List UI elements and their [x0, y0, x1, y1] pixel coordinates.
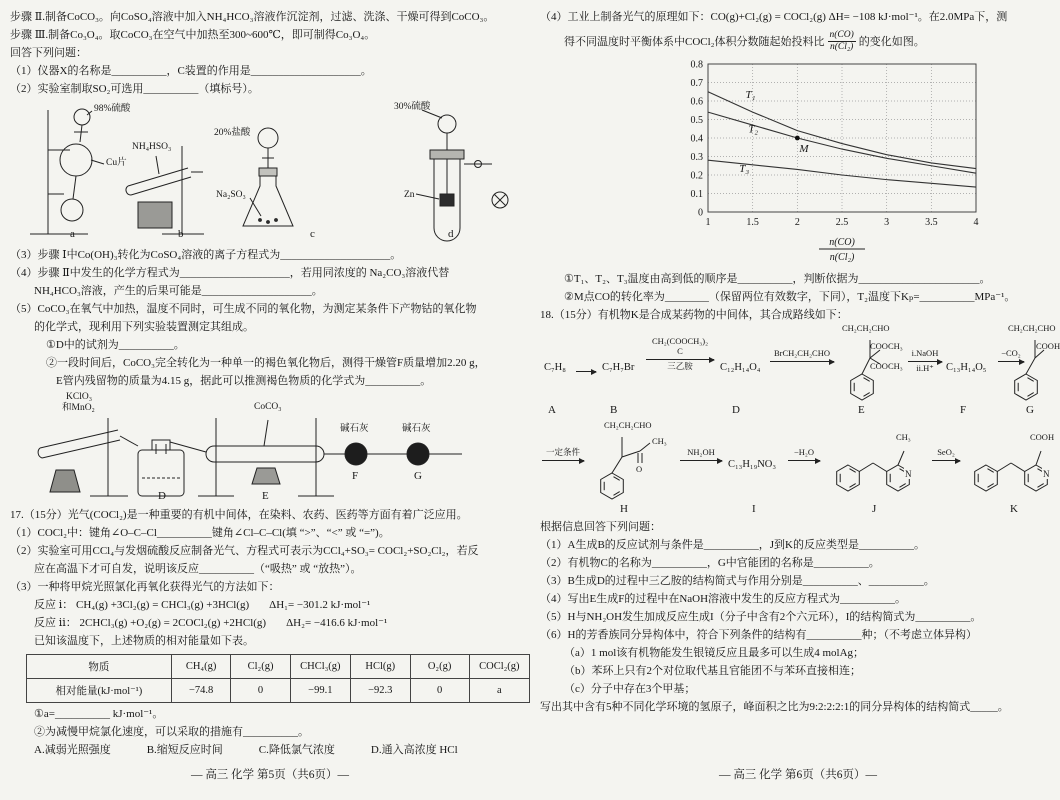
header-ch4: CH₄(g) [171, 655, 231, 679]
q16-1-text: （1）仪器X的名称是__________，C装置的作用是____________________。 [10, 65, 372, 77]
svg-text:3.5: 3.5 [925, 217, 938, 228]
value-o2: 0 [410, 679, 469, 703]
compound-d-formula: C₁₂H₁₄O₄ [720, 362, 761, 373]
reaction-arrow-seo2 [932, 447, 960, 462]
cocl2-fraction-vs-feed-ratio-plot [666, 56, 996, 270]
q16-5-sub1: ①D中的试剂为__________。 [46, 339, 185, 351]
svg-text:0.4: 0.4 [690, 133, 703, 145]
q18-4-text: （4）写出E生成F的过程中在NaOH溶液中发生的反应方程式为__________。 [540, 593, 907, 605]
header-cl2: Cl₂(g) [231, 655, 290, 679]
q18-header: 18.（15分）有机物K是合成某药物的中间体，其合成路线如下： [540, 309, 848, 321]
q18-6-text: （6）H的芳香族同分异构体中，符合下列条件的结构有__________种；（不考虑立体异构） [540, 629, 977, 641]
option-d: D.通入高浓度 HCl [370, 744, 458, 756]
j-label-methyl: CH₃ [896, 432, 911, 442]
apparatus-options-figure [10, 98, 530, 246]
k-label-cooh: COOH [1030, 432, 1055, 442]
q16-3-text: （3）步骤 Ⅰ中Co(OH)₃转化为CoSO₄溶液的离子方程式为____________________。 [10, 249, 402, 261]
train-letter-d: D [158, 490, 166, 502]
q17-4-post-fraction: 的变化如图。 [858, 36, 925, 48]
q17-2-text-cont: 应在高温下才可自发，说明该反应__________（“吸热” 或 “放热”）。 [34, 563, 362, 575]
e-label-ester-1: COOCH₃ [870, 341, 903, 351]
route-letter-J: J [872, 503, 877, 515]
svg-text:n(CO): n(CO) [829, 237, 855, 248]
svg-text:T₂: T₂ [748, 123, 759, 136]
q17-3-sub1: ①a=__________ kJ·mol⁻¹。 [34, 708, 164, 720]
svg-text:2.5: 2.5 [835, 217, 849, 228]
label-30-sulfuric-acid: 30%硫酸 [394, 102, 431, 112]
apparatus-letter-b: b [178, 228, 184, 240]
energy-table-intro: 已知该温度下，上述物质的相对能量如下表。 [34, 635, 254, 647]
j-ring-nitrogen: N [905, 469, 912, 479]
reagent-seo2: SeO₂ [937, 447, 955, 457]
page-6-column [540, 8, 1060, 716]
reaction-i-line [10, 596, 530, 614]
value-ch4: −74.8 [171, 679, 231, 703]
train-letter-g: G [414, 470, 422, 482]
q17-4-text-cont [540, 26, 1056, 56]
svg-text:1: 1 [705, 217, 711, 228]
route-letter-F: F [960, 404, 967, 416]
q16-5-text: （5）CoCO₃在氧气中加热，温度不同时，可生成不同的氧化物，为测定某条件下产物钴的氧化物 [10, 303, 477, 315]
q18-6a-text: （a）1 mol该有机物能发生银镜反应且最多可以生成4 molAg； [564, 647, 865, 659]
reagent-naoh: i.NaOH [911, 348, 939, 358]
page-5-footer: — 高三 化学 第5页（共6页）— [190, 769, 350, 781]
header-hcl: HCl(g) [350, 655, 410, 679]
svg-text:n(Cl₂): n(Cl₂) [829, 252, 855, 263]
q17-4-sub1: ①T₁、T₂、T₃温度由高到低的顺序是__________，判断依据为______________________。 [564, 273, 991, 285]
value-cocl2: a [469, 679, 529, 703]
reaction-arrow-saponification [908, 348, 942, 373]
svg-text:0.2: 0.2 [690, 170, 703, 182]
page-5-column [10, 8, 530, 759]
k-ring-nitrogen: N [1043, 469, 1050, 479]
q17-4-sub2: ②M点CO的转化率为________（保留两位有效数字，下同），T₂温度下Kₚ=__________MPa⁻¹。 [564, 291, 1016, 303]
reagent-brch2ch2cho: BrCH₂CH₂CHO [774, 348, 830, 358]
q18-2-text: （2）有机物C的名称为__________，G中官能团的名称是__________。 [540, 557, 880, 569]
compound-c-letter: C [677, 346, 683, 356]
q17-3-text: （3）一种将甲烷光照氯化再氧化获得光气的方法如下： [10, 581, 280, 593]
e-label-aldehyde-chain: CH₂CH₂CHO [842, 323, 890, 333]
reagent-dimethyl-malonate: CH₂(COOCH₃)₂ [651, 336, 709, 346]
reagent-certain-conditions: 一定条件 [545, 447, 580, 457]
q17-options-row [10, 741, 530, 759]
synthesis-route-row2 [540, 421, 1056, 518]
compound-f-formula: C₁₃H₁₄O₅ [946, 362, 987, 373]
label-soda-lime-f: 碱石灰 [340, 424, 369, 434]
measurement-train-figure [10, 390, 530, 506]
option-c: C.降低氯气浓度 [258, 744, 335, 756]
label-nh4hso3: NH₄HSO₃ [132, 142, 172, 152]
q16-4-text: （4）步骤 Ⅱ中发生的化学方程式为____________________，若用同浓度的 Na₂CO₃溶液代替 [10, 267, 450, 279]
q18-1-text: （1）A生成B的反应试剂与条件是__________，J到K的反应类型是__________。 [540, 539, 926, 551]
svg-text:2: 2 [794, 217, 800, 228]
compound-a-formula: C₇H₈ [544, 362, 566, 373]
q16-5-text-cont: 的化学式，现利用下列实验装置测定其组成。 [34, 321, 254, 333]
apparatus-letter-d: d [448, 228, 454, 240]
q17-3-sub2: ②为减慢甲烷氯化速度，可以采取的措施有__________。 [34, 726, 309, 738]
apparatus-line-art [10, 98, 526, 246]
route-letter-A: A [548, 404, 556, 416]
compound-i-formula: C₁₃H₁₉NO₃ [728, 459, 777, 470]
apparatus-letter-a: a [70, 228, 75, 240]
q17-2-text: （2）实验室可用CCl₄与发烟硫酸反应制备光气、方程式可表示为CCl₄+SO₃= COCl₂+SO₂Cl₂，若反 [10, 545, 479, 557]
label-20-hcl: 20%盐酸 [214, 128, 251, 138]
svg-text:0.6: 0.6 [690, 96, 703, 108]
reagent-acid-workup: ii.H⁺ [916, 363, 934, 373]
svg-text:0.3: 0.3 [690, 152, 703, 163]
compound-h-structure [590, 421, 676, 517]
reaction-arrow-conditions [542, 447, 584, 462]
q17-header: 17.（15分）光气(COCl₂)是一种重要的有机中间体，在染料、农药、医药等方面有着广泛应用。 [10, 509, 468, 521]
step2-text: 步骤 Ⅱ.制备CoCO₃。向CoSO₄溶液中加入NH₄HCO₃溶液作沉淀剂，过滤、洗涤、干燥可得到CoCO₃。 [10, 11, 495, 23]
option-a: A.减弱光照强度 [34, 744, 111, 756]
reaction-i-enthalpy: ΔH₁= −301.2 kJ·mol⁻¹ [269, 599, 371, 611]
svg-text:0.7: 0.7 [690, 78, 703, 89]
train-letter-e: E [262, 490, 269, 502]
fraction-numerator: n(CO) [829, 29, 854, 40]
g-label-aldehyde-chain: CH₂CH₂CHO [1008, 323, 1056, 333]
apparatus-letter-c: c [310, 228, 315, 240]
table-header-row [27, 655, 530, 679]
route-letter-B: B [610, 404, 618, 416]
label-na2so3: Na₂SO₃ [216, 190, 246, 200]
value-cl2: 0 [231, 679, 290, 703]
route-letter-D: D [732, 404, 740, 416]
train-letter-f: F [352, 470, 359, 482]
svg-text:0: 0 [698, 207, 703, 219]
g-label-cooh: COOH [1036, 341, 1060, 351]
option-b: B.缩短反应时间 [146, 744, 223, 756]
label-kclo3: KClO₃ [66, 392, 93, 402]
reaction-ii-enthalpy: ΔH₂= −416.6 kJ·mol⁻¹ [286, 617, 388, 629]
svg-text:T₃: T₃ [739, 163, 750, 176]
label-coco3: CoCO₃ [254, 402, 282, 412]
reagent-triethylamine: 三乙胺 [667, 361, 693, 371]
q18-intro: 根据信息回答下列问题： [540, 521, 661, 533]
label-zn: Zn [404, 190, 415, 200]
route-letter-K: K [1010, 503, 1018, 515]
synthesis-route-row1 [540, 323, 1060, 421]
row-label: 相对能量(kJ·mol⁻¹) [27, 679, 172, 703]
svg-text:M: M [799, 143, 809, 155]
q17-4-pre-fraction: 得不同温度时平衡体系中COCl₂体积分数随起始投料比 [564, 36, 825, 48]
h-label-ketone-oxygen: O [636, 464, 643, 474]
svg-text:1.5: 1.5 [746, 217, 759, 228]
reaction-arrow-hydroxylamine [680, 447, 722, 462]
reaction-arrow-malonate [646, 336, 714, 371]
compound-e-skeleton [836, 324, 904, 420]
q16-4-text-cont: NH₄HCO₃溶液，产生的后果可能是____________________。 [34, 285, 323, 297]
q18-3-text: （3）B生成D的过程中三乙胺的结构简式与作用分别是__________、__________。 [540, 575, 935, 587]
answer-prompt: 回答下列问题： [10, 47, 87, 59]
label-mno2: 和MnO₂ [62, 403, 95, 413]
svg-text:0.5: 0.5 [690, 115, 703, 126]
route-letter-G: G [1026, 404, 1034, 416]
q18-5-text: （5）H与NH₂OH发生加成反应生成I（分子中含有2个六元环），I的结构简式为__________。 [540, 611, 982, 623]
label-98-sulfuric-acid: 98%硫酸 [94, 104, 131, 114]
svg-text:0.1: 0.1 [690, 189, 703, 200]
page-6-footer: — 高三 化学 第6页（共6页）— [718, 769, 878, 781]
route-letter-H: H [620, 503, 628, 515]
q16-5-sub2-cont: E管内残留物的质量为4.15 g，据此可以推测褐色物质的化学式为__________。 [56, 375, 432, 387]
header-chcl3: CHCl₃(g) [290, 655, 350, 679]
e-label-ester-2: COOCH₃ [870, 361, 903, 371]
value-hcl: −92.3 [350, 679, 410, 703]
svg-text:T₁: T₁ [745, 89, 756, 102]
q16-5-sub2: ②一段时间后，CoCO₃完全转化为一种单一的褐色氧化物后，测得干燥管F质量增加2.20 g， [46, 357, 486, 369]
label-soda-lime-g: 碱石灰 [402, 424, 431, 434]
reaction-ii-line [10, 614, 530, 632]
value-chcl3: −99.1 [290, 679, 350, 703]
q18-6-final-text: 写出其中含有5种不同化学环境的氢原子，峰面积之比为9:2:2:2:1的同分异构体的结构简式_____。 [540, 701, 1009, 713]
h-label-methyl: CH₃ [652, 436, 667, 446]
header-substance: 物质 [27, 655, 172, 679]
reaction-i-equation: 反应 ⅰ： CH₄(g) +3Cl₂(g) = CHCl₃(g) +3HCl(g) [34, 599, 250, 611]
feed-ratio-fraction [828, 30, 856, 53]
compound-e-structure [836, 324, 904, 420]
table-value-row [27, 679, 530, 703]
reaction-ii-equation: 反应 ⅱ： 2CHCl₃(g) +O₂(g) = 2COCl₂(g) +2HCl(g) [34, 617, 267, 629]
reaction-arrow [576, 358, 596, 373]
header-cocl2: COCl₂(g) [469, 655, 529, 679]
q17-1-text: （1）COCl₂中：键角∠O–C–Cl__________键角∠Cl–C–Cl(填 “>”、“<” 或 “=”)。 [10, 527, 390, 539]
svg-text:4: 4 [973, 217, 979, 228]
q17-4-text: （4）工业上制备光气的原理如下：CO(g)+Cl₂(g) = COCl₂(g) ΔH= −108 kJ·mol⁻¹。在2.0MPa下，测 [540, 11, 1008, 23]
reagent-minus-h2o: −H₂O [793, 447, 815, 457]
svg-text:0.8: 0.8 [690, 59, 703, 71]
relative-energy-table [26, 654, 530, 703]
svg-text:3: 3 [884, 217, 890, 228]
header-o2: O₂(g) [410, 655, 469, 679]
equilibrium-chart [666, 56, 1056, 270]
fraction-denominator: n(Cl₂) [829, 41, 854, 52]
compound-b-formula: C₇H₇Br [602, 362, 635, 373]
label-copper: Cu片 [106, 158, 127, 168]
q18-6b-text: （b）苯环上只有2个对位取代基且官能团不与苯环直接相连； [564, 665, 861, 677]
q16-2-text: （2）实验室制取SO₂可选用__________（填标号）。 [10, 83, 259, 95]
step3-text: 步骤 Ⅲ.制备Co₃O₄。取CoCO₃在空气中加热至300~600℃，即可制得Co₃O₄。 [10, 29, 376, 41]
compound-j-structure [826, 423, 928, 517]
reaction-arrow-bromopropanal [770, 348, 834, 363]
h-label-aldehyde-chain: CH₂CH₂CHO [604, 420, 652, 430]
reagent-minus-co2: −CO₂ [1001, 348, 1021, 358]
reagent-nh2oh: NH₂OH [687, 447, 715, 457]
route-letter-I: I [752, 503, 756, 515]
q18-6c-text: （c）分子中存在3个甲基； [564, 683, 696, 695]
route-letter-E: E [858, 404, 865, 416]
compound-j-skeleton [826, 423, 928, 517]
reaction-arrow-dehydration [788, 447, 820, 462]
